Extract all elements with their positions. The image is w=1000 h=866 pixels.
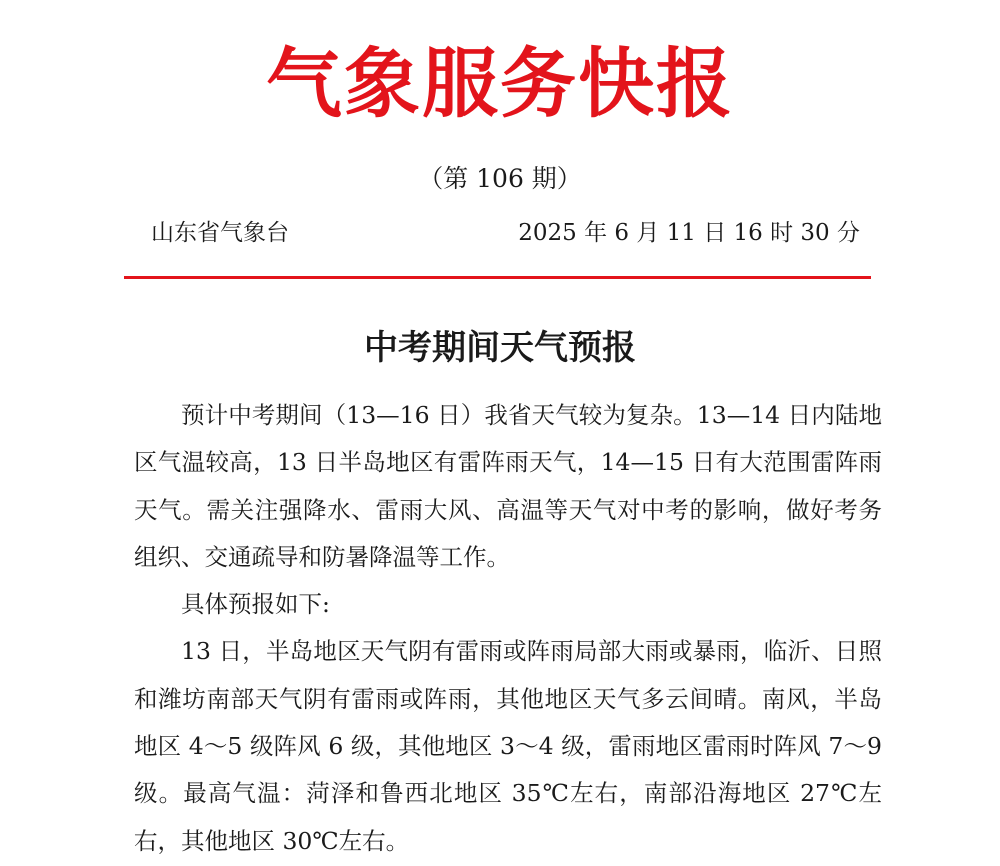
article-title: 中考期间天气预报	[364, 328, 636, 368]
red-divider	[124, 276, 871, 279]
paragraph-day-13: 13 日，半岛地区天气阴有雷雨或阵雨局部大雨或暴雨，临沂、日照和潍坊南部天气阴有雷雨或阵雨，其他地区天气多云间晴。南风，半岛地区 4～5 级阵风 6 级，其他地区 3～4 级，雷雨地区雷雨时阵风 7～9 级。最高气温：菏泽和鲁西北地区 35℃左右，南部沿海地区 27℃左右，其他地区 30℃左右。	[134, 637, 882, 855]
article-body	[134, 392, 882, 865]
issue-datetime: 2025 年 6 月 11 日 16 时 30 分	[518, 220, 860, 246]
publisher-name: 山东省气象台	[151, 220, 289, 246]
issue-number: （第 106 期）	[418, 164, 582, 193]
paragraph-overview: 预计中考期间（13—16 日）我省天气较为复杂。13—14 日内陆地区气温较高，13 日半岛地区有雷阵雨天气，14—15 日有大范围雷阵雨天气。需关注强降水、雷雨大风、高温等天气对中考的影响，做好考务组织、交通疏导和防暑降温等工作。	[134, 401, 882, 571]
paragraph-forecast-intro: 具体预报如下:	[181, 590, 330, 619]
bulletin-masthead: 气象服务快报	[266, 39, 734, 128]
